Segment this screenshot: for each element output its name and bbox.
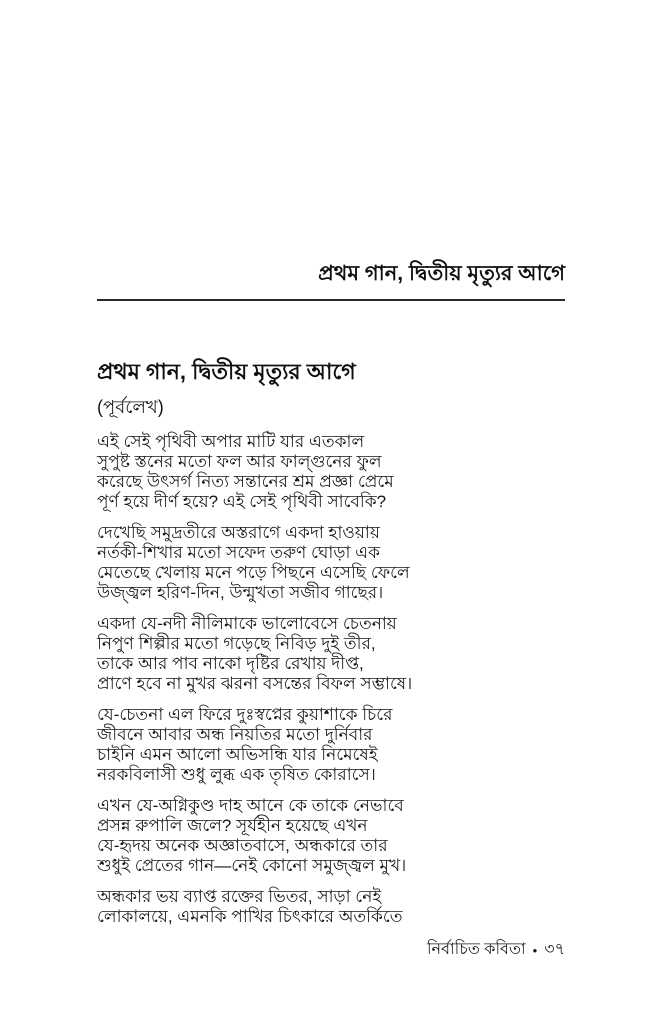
poem-line: চাইনি এমন আলো অভিসন্ধি যার নিমেষেই <box>97 745 378 764</box>
poem-line: নিপুণ শিল্পীর মতো গড়েছে নিবিড় দুই তীর, <box>97 634 376 653</box>
footer-separator-dot: • <box>532 943 538 958</box>
poem-line: লোকালয়ে, এমনকি পাখির চিৎকারে অতর্কিতে <box>97 907 403 926</box>
poem-line: এই সেই পৃথিবী অপার মাটি যার এতকাল <box>97 432 365 451</box>
page-number: ৩৭ <box>544 941 565 958</box>
poem-line: শুধুই প্রেতের গান—নেই কোনো সমুজ্জ্বল মুখ। <box>97 856 407 875</box>
poem-line: যে-চেতনা এল ফিরে দুঃস্বপ্নের কুয়াশাকে চিরে <box>97 705 393 724</box>
poem-subtitle: (পূর্বলেখ) <box>97 397 164 417</box>
poem-body <box>97 432 565 927</box>
poem-stanza <box>97 887 565 927</box>
book-title: নির্বাচিত কবিতা <box>426 941 526 958</box>
poem-line: এখন যে-অগ্নিকুণ্ড দাহ আনে কে তাকে নেভাবে <box>97 796 404 815</box>
header-rule <box>97 299 565 301</box>
poem-stanza <box>97 614 565 694</box>
poem-line: সুপুষ্ট স্তনের মতো ফল আর ফাল্গুনের ফুল <box>97 452 382 471</box>
poem-line: মেতেছে খেলায় মনে পড়ে পিছনে এসেছি ফেলে <box>97 563 410 582</box>
poem-line: নর্তকী-শিখার মতো সফেদ তরুণ ঘোড়া এক <box>97 543 380 562</box>
poem-stanza <box>97 432 565 512</box>
poem-title: প্রথম গান, দ্বিতীয় মৃত্যুর আগে <box>97 359 356 384</box>
poem-line: অন্ধকার ভয় ব্যাপ্ত রক্তের ভিতর, সাড়া নেই <box>97 887 382 906</box>
poem-line: নরকবিলাসী শুধু লুব্ধ এক তৃষিত কোরাসে। <box>97 765 376 784</box>
poem-line: করেছে উৎসর্গ নিত্য সন্তানের শ্রম প্রজ্ঞা প্রেমে <box>97 472 394 491</box>
poem-line: জীবনে আবার অন্ধ নিয়তির মতো দুর্নিবার <box>97 725 373 744</box>
poem-line: দেখেছি সমুদ্রতীরে অস্তরাগে একদা হাওয়ায় <box>97 523 380 542</box>
poem-line: প্রসন্ন রুপালি জলে? সূর্যহীন হয়েছে এখন <box>97 816 368 835</box>
poem-line: প্রাণে হবে না মুখর ঝরনা বসন্তের বিফল সম্ভাষে। <box>97 674 413 693</box>
poem-stanza <box>97 705 565 785</box>
poem-line: যে-হৃদয় অনেক অজ্ঞাতবাসে, অন্ধকারে তার <box>97 836 388 855</box>
poem-line: পূর্ণ হয়ে দীর্ণ হয়ে? এই সেই পৃথিবী সাবেকি? <box>97 492 387 511</box>
running-head: প্রথম গান, দ্বিতীয় মৃত্যুর আগে <box>318 262 565 285</box>
poem-stanza <box>97 523 565 603</box>
poem-line: তাকে আর পাব নাকো দৃষ্টির রেখায় দীপ্ত, <box>97 654 364 673</box>
poem-stanza <box>97 796 565 876</box>
page-content <box>97 0 565 938</box>
poem-line: উজ্জ্বল হরিণ-দিন, উন্মুখতা সজীব গাছের। <box>97 583 384 602</box>
page-footer <box>427 939 565 961</box>
poem-line: একদা যে-নদী নীলিমাকে ভালোবেসে চেতনায় <box>97 614 397 633</box>
